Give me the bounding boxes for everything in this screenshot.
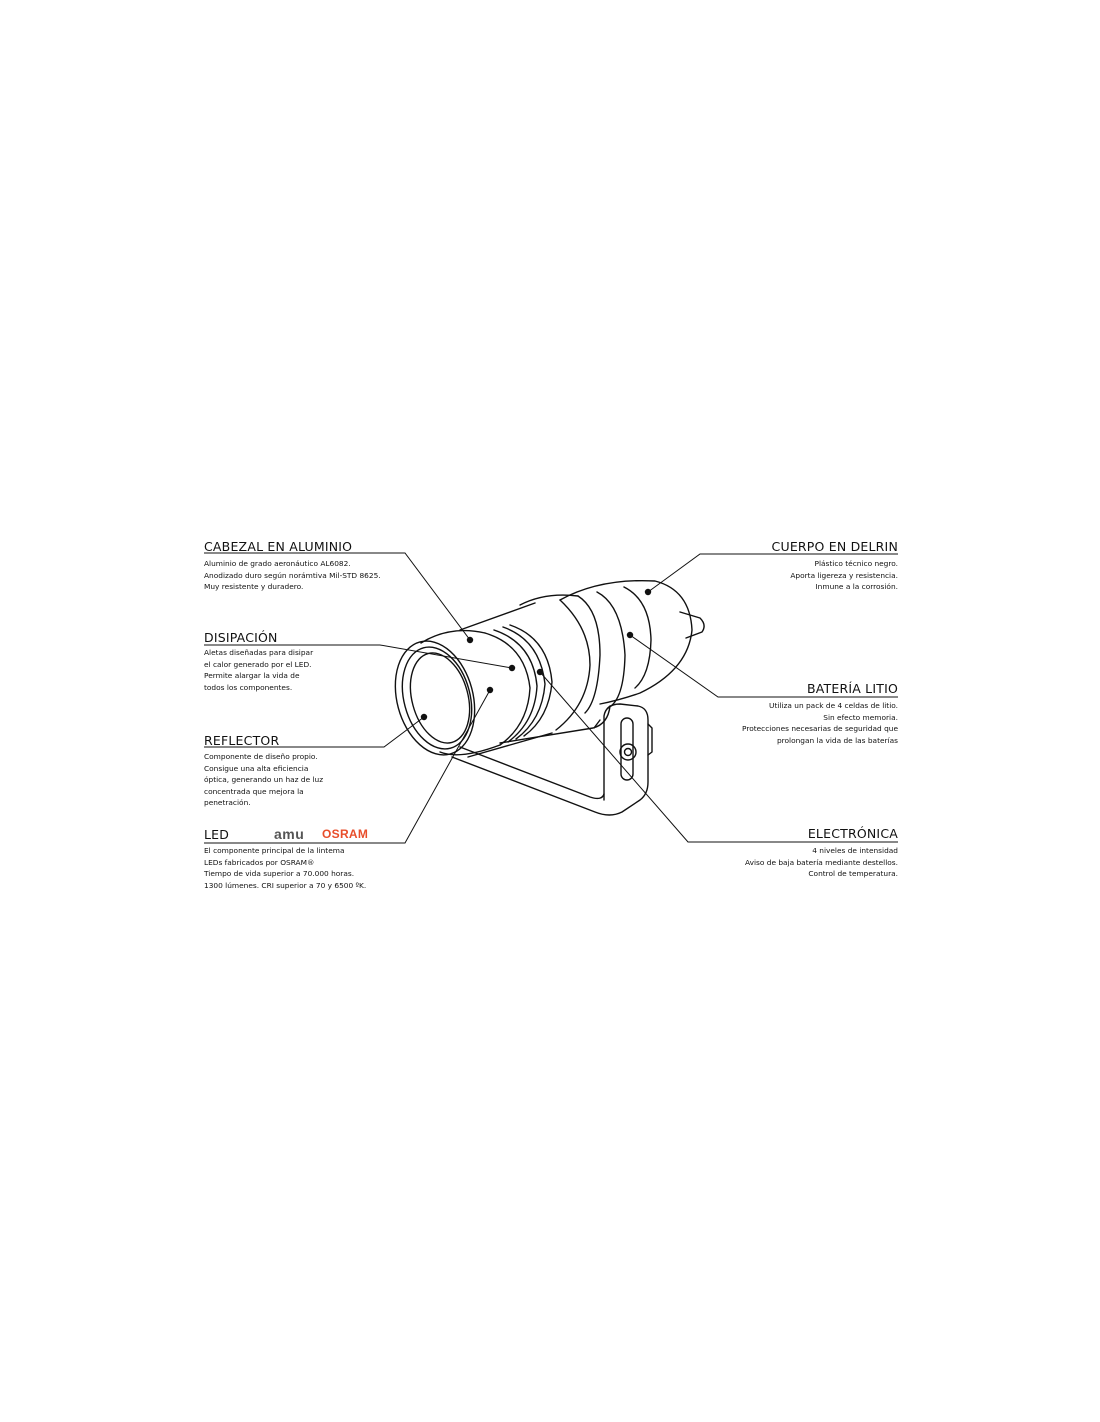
desc-line: prolongan la vida de las baterías	[776, 735, 898, 745]
label-reflector-desc	[204, 751, 323, 809]
desc-line: Tiempo de vida superior a 70.000 horas.	[204, 869, 355, 879]
desc-line: concentrada que mejora la	[204, 786, 304, 796]
label-bateria-title: BATERÍA LITIO	[807, 681, 898, 696]
label-disipacion-title: DISIPACIÓN	[204, 630, 278, 645]
label-cuerpo-title: CUERPO EN DELRIN	[771, 539, 898, 554]
desc-line: Sin efecto memoria.	[823, 712, 898, 722]
desc-line: Muy resistente y duradero.	[204, 582, 304, 592]
desc-line: todos los componentes.	[204, 682, 293, 692]
body-outline	[560, 581, 692, 704]
desc-line: penetración.	[204, 798, 251, 808]
label-electronica-desc	[745, 845, 898, 880]
desc-line: Protecciones necesarias de seguridad que	[742, 724, 898, 734]
label-bateria-desc	[742, 700, 898, 746]
desc-line: Componente de diseño propio.	[204, 752, 318, 761]
label-disipacion-desc	[204, 647, 313, 693]
ams-logo: amu	[274, 826, 305, 842]
desc-line: 1300 lúmenes. CRI superior a 70 y 6500 ºK.	[204, 880, 367, 890]
desc-line: Aletas diseñadas para disipar	[204, 648, 314, 657]
desc-line: Anodizado duro según norámtiva Mil-STD 8625.	[204, 570, 381, 580]
desc-line: Consigue una alta eficiencia	[204, 763, 309, 773]
desc-line: óptica, generando un haz de luz	[204, 775, 324, 785]
desc-line: Aporta ligereza y resistencia.	[790, 570, 898, 580]
label-cabezal-title: CABEZAL EN ALUMINIO	[204, 539, 353, 554]
desc-line: Plástico técnico negro.	[814, 559, 898, 568]
desc-line: Utiliza un pack de 4 celdas de litio.	[769, 701, 898, 710]
desc-line: el calor generado por el LED.	[204, 659, 312, 669]
label-reflector-title: REFLECTOR	[204, 733, 280, 748]
label-led-desc	[204, 845, 366, 891]
label-cabezal-desc	[204, 558, 381, 593]
desc-line: Aluminio de grado aeronáutico AL6082.	[204, 559, 351, 568]
osram-logo: OSRAM	[322, 827, 369, 841]
label-electronica-title: ELECTRÓNICA	[807, 826, 898, 841]
label-led-title: LED	[204, 827, 230, 842]
desc-line: Aviso de baja batería mediante destellos.	[744, 857, 898, 867]
desc-line: 4 niveles de intensidad	[812, 846, 898, 855]
desc-line: Control de temperatura.	[808, 869, 898, 879]
desc-line: Permite alargar la vida de	[204, 671, 300, 681]
desc-line: Inmune a la corrosión.	[815, 582, 898, 592]
desc-line: LEDs fabricados por OSRAM®	[204, 857, 315, 867]
desc-line: El componente principal de la lintema	[204, 846, 345, 855]
stand-bracket	[452, 704, 648, 815]
label-cuerpo-desc	[790, 558, 898, 593]
